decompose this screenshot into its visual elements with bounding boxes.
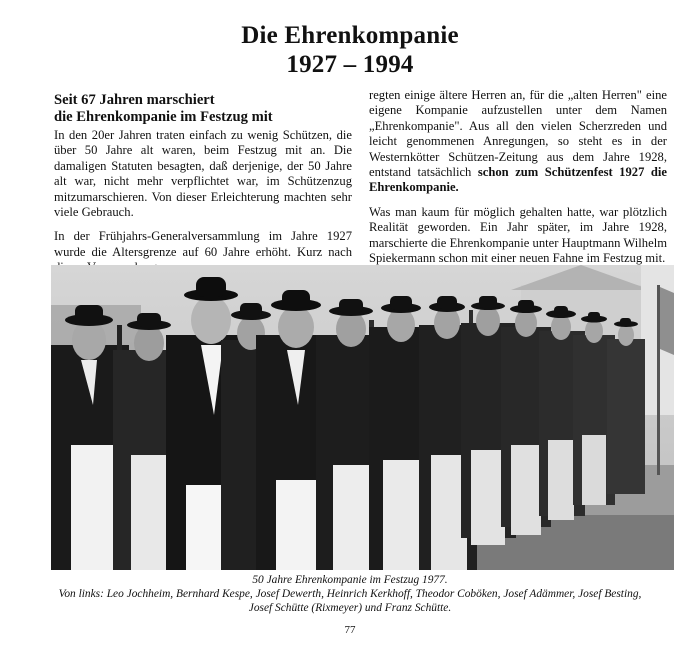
page-title-years: 1927 – 1994 [286, 51, 414, 78]
subheading-line-1: Seit 67 Jahren marschiert [54, 92, 215, 108]
caption-line-2: Von links: Leo Jochheim, Bernhard Kespe, Josef Dewerth, Heinrich Kerkhoff, Theodor Coböken, Josef Adämmer, Josef Besting, [58, 588, 642, 600]
caption-line-1: 50 Jahre Ehrenkompanie im Festzug 1977. [252, 574, 448, 586]
paragraph-1: In den 20er Jahren traten einfach zu wenig Schützen, die über 50 Jahre alt waren, beim Festzug mit an. Die damaligen Statuten besagten, daß derjenige, der 50 Jahre alt war, nicht mehr verpflichtet war, im Schützenzug mitzumarschieren. Von dieser Erleichterung machten sehr viele Gebrauch. [54, 128, 352, 220]
left-column [54, 92, 352, 285]
right-column [369, 88, 667, 275]
photo-caption [0, 573, 700, 615]
subheading-line-2: die Ehrenkompanie im Festzug mit [54, 109, 273, 125]
page-number: 77 [344, 624, 356, 636]
paragraph-3-text: regten einige ältere Herren an, für die „alten Herren" eine eigene Kompanie aufzustellen unter dem Namen „Ehrenkompanie". Aus all den vielen Scherzreden und leicht genommenen Anregungen, so steht es in der Westernkötter Schützen-Zeitung aus dem Jahre 1928, entstand tatsächlich [369, 88, 667, 180]
paragraph-2: In der Frühjahrs-Generalversammlung im Jahre 1927 wurde die Altersgrenze auf 60 Jahre erhöht. Kurz nach [54, 229, 352, 259]
paragraph-3-emphasis: schon zum Schützenfest 1927 die Ehrenkompanie. [369, 165, 667, 195]
page-title: Die Ehrenkompanie [241, 22, 459, 49]
paragraph-4: Was man kaum für möglich gehalten hatte, war plötzlich Realität geworden. Ein Jahr später, im Jahre 1928, marschierte die Ehrenkompanie unter Hauptmann Wilhelm Spiekermann schon mit einer neuen Fahne im Festzug mit. [369, 204, 667, 266]
caption-line-3: Josef Schütte (Rixmeyer) und Franz Schütte. [248, 602, 452, 614]
company-parade-photo [51, 265, 674, 570]
section-subheading [54, 92, 352, 126]
paragraph-3 [369, 88, 667, 196]
